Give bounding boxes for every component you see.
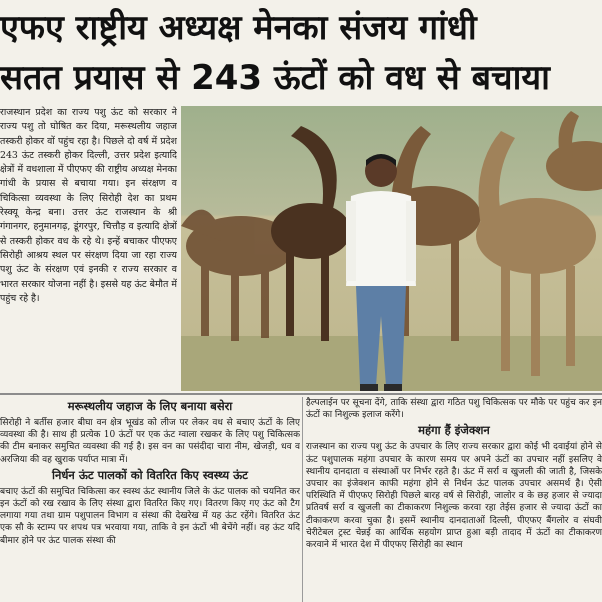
section-divider: [0, 393, 602, 395]
bottom-right-column: [306, 397, 602, 602]
column-rule: [302, 397, 303, 602]
injection-paragraph: राजस्थान का राज्य पशु ऊंट के उपचार के लिए राज्य सरकार द्वारा कोई भी दवाईयां होने से ऊंट पशुपालक महंगा उपचार के कारण समय पर अपने ऊंटों का उपचार नहीं इसलिए वे स्थानीय दानदाता व संस्थाओं पर निर्भर रहते है। ऊंट में सर्रा व खुजली की जाती है, जिसके उपचार का इंजेक्शन काफी महंगा होने से निर्धन ऊंट पालक उपचार असमर्थ है। ऐसी परिस्थिति में पीएफए सिरोही पिछले बारह वर्ष से सिरोही, जालोर व के छह हजार से ज्यादा प्रतिवर्ष सर्रा व खुजली का टीकाकरण निशुल्क करवा रहा तेईस हजार से ज्यादा ऊंटों का टीकाकरण करवा चुका है। इसमें स्थानीय दानदाताओं दिल्ली, पीएफए बैंगलोर व संघवी चेरीटेबल ट्रस्ट चेन्नई का आर्थिक सहयोग प्राप्त हुआ बड़ी तादाद में ऊंटों का टीकाकरण करवाने में भारत देश में पीएफए सिरोही का स्थान: [306, 442, 602, 551]
camel-herd-photo: [181, 106, 602, 391]
headline-line-1: एफए राष्ट्रीय अध्यक्ष मेनका संजय गांधी: [0, 8, 477, 48]
left-article-column: [0, 106, 177, 392]
subheading-shelter: मरूस्थलीय जहाज के लिए बनाया बसेरा: [67, 399, 233, 413]
distribution-paragraph: बचाए ऊंटों की समुचित चिकित्सा कर स्वस्थ ऊंट स्थानीय जिले के ऊंट पालक को चयनित कर इन ऊंटों को रख रखाव के लिए संस्था द्वारा वितरित किए गए। वितरण किए गए ऊंट को टैग लगाया गया तथा ग्राम पशुपालन विभाग व संस्था की देखरेख में यह ऊंट रहेंगे। वितरित ऊंट एक सौ के स्टाम्प पर शपथ पत्र भरवाया गया, ताकि वे इन ऊंटों भी बेचेंगे नहीं। वह ऊंट यदि बीमार होने पर ऊंट पालक संस्था की: [0, 486, 300, 546]
subheading-injection: महंगा हैं इंजेक्शन: [418, 423, 490, 438]
shelter-paragraph: सिरोही ने बर्तीस हजार बीघा वन क्षेत्र भूखंड को लीज पर लेकर वध से बचाए ऊंटों के लिए व्यवस्था की है। साथ ही प्रत्येक 10 ऊंटों पर एक ऊंट ग्वाला रखकर के लिए पशु चिकित्सक की टीम बनाकर समुचित व्यवस्था की गई है। इस वन का पसंदीदा चारा नीम, खेजड़ी, धव व अरजिया की वह खुराक पर्याप्त मात्रा में।: [0, 418, 300, 465]
subheading-distribution: निर्धन ऊंट पालकों को वितरित किए स्वस्थ्य ऊंट: [52, 467, 248, 482]
left-column-text: राजस्थान प्रदेश का राज्य पशु ऊंट को सरकार ने राज्य पशु तो घोषित कर दिया, मरूस्थलीय जहाज तस्करी होकर वों पहुंच रहा है। पिछले दो वर्ष में प्रदेश 243 ऊंट तस्करी होकर दिल्ली, उत्तर प्रदेश इत्यादि क्षेत्रों में वधशाला में पीएफए की राष्ट्रीय अध्यक्ष मेनका गांधी के प्रयास से बचाया गया। इन संरक्षण व चिकित्सा व्यवस्था के लिए सिरोही देश का प्रथम रेस्क्यू केन्द्र बना। उत्तर ऊंट राजस्थान के श्री गंगानगर, हनुमानगढ़, डूंगरपुर, चित्तौड़ व इत्यादि क्षेत्रों से तस्करी होकर वध के रहे थे। इन्हें बचाकर पीएफए सिरोही आश्रय स्थल पर संरक्षण दिया जा रहा राज्य पशु ऊंट के संरक्षण एवं इनकी र राज्य सरकार व भारत सरकार योजना नहीं है। इससे यह ऊंट बेमौत में पहुंच रहे है।: [0, 107, 177, 304]
bottom-left-column: [0, 397, 300, 602]
helpline-paragraph: हैल्पलाईन पर सूचना देंगे, ताकि संस्था द्वारा गठित पशु चिकित्सक पर मौके पर पहुंच कर इन ऊंटों का निशुल्क इलाज करेंगे।: [306, 398, 602, 421]
headline-line-2: सतत प्रयास से 243 ऊंटों को वध से बचाया: [0, 58, 550, 98]
man-figure: [336, 146, 426, 391]
